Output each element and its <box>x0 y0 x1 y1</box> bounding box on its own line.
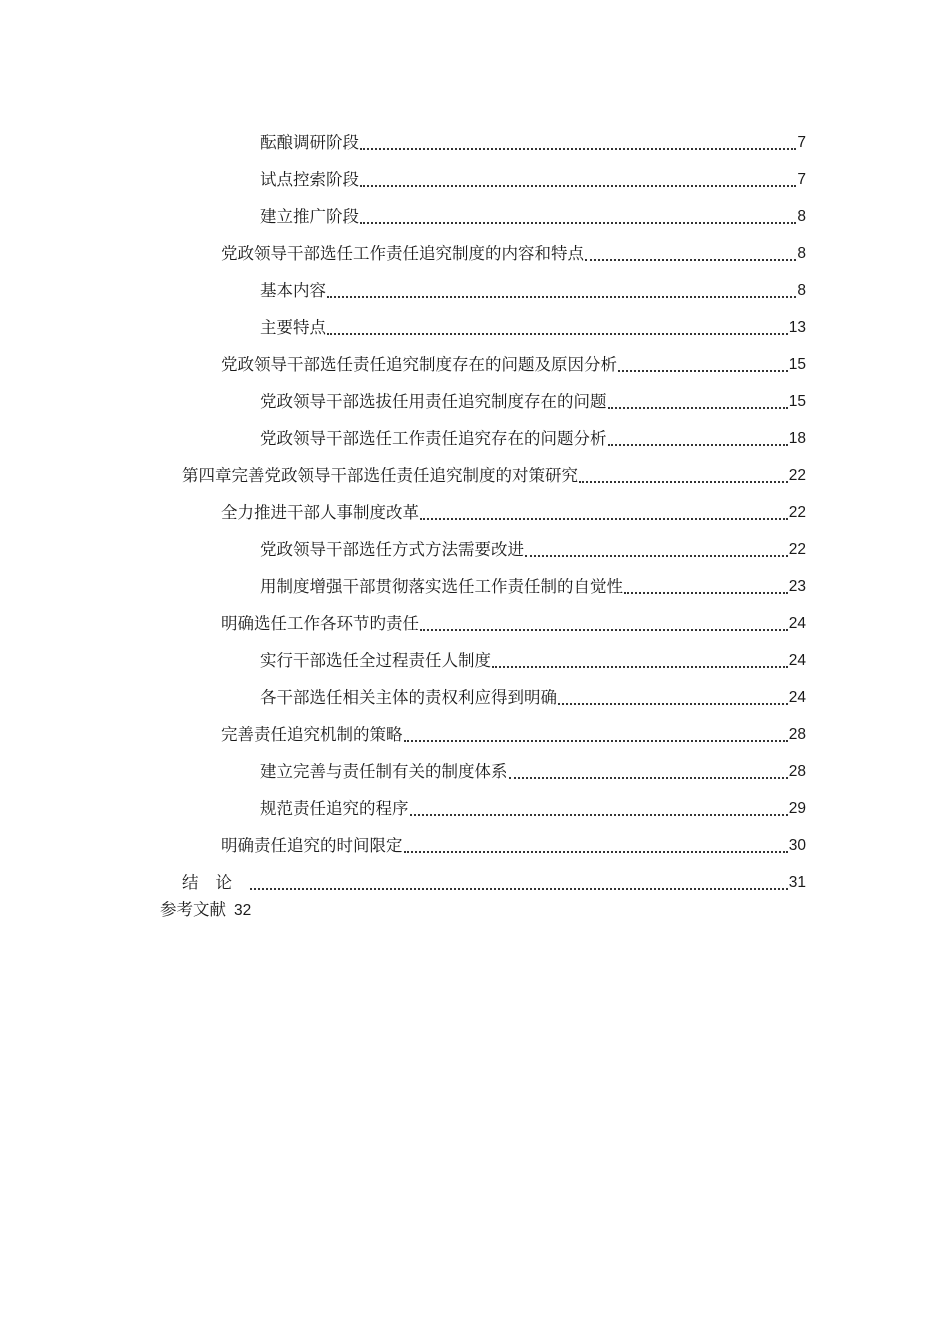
toc-entry-page: 24 <box>788 615 806 632</box>
toc-entry-page: 8 <box>797 208 806 225</box>
dot-leader <box>360 148 796 150</box>
toc-entry[interactable] <box>260 155 806 192</box>
toc-entry[interactable] <box>260 747 806 784</box>
toc-entry-page: 28 <box>788 726 806 743</box>
toc-entry[interactable] <box>221 599 806 636</box>
dot-leader <box>579 481 788 483</box>
toc-entry-page: 7 <box>797 171 806 188</box>
toc-entry[interactable] <box>260 303 806 340</box>
toc-entry-title: 实行干部选任全过程责任人制度 <box>260 651 491 670</box>
toc-entry[interactable] <box>221 710 806 747</box>
dot-leader <box>250 888 788 890</box>
dot-leader <box>492 666 788 668</box>
toc-entry-page: 8 <box>797 245 806 262</box>
toc-entry-page: 15 <box>788 393 806 410</box>
toc-entry-title: 建立推广阶段 <box>260 207 359 226</box>
dot-leader <box>327 296 796 298</box>
toc-entry[interactable] <box>182 451 806 488</box>
dot-leader <box>525 555 788 557</box>
dot-leader <box>509 777 788 779</box>
toc-entry-title: 党政领导干部选拔任用责任追究制度存在的问题 <box>260 392 607 411</box>
toc-entry-title: 党政领导干部选任责任追究制度存在的问题及原因分析 <box>221 355 617 374</box>
dot-leader <box>608 407 788 409</box>
toc-entry-title: 第四章完善党政领导干部选任责任追究制度的对策研究 <box>182 466 578 485</box>
dot-leader <box>410 814 788 816</box>
toc-entry-page: 23 <box>788 578 806 595</box>
toc-entry[interactable] <box>260 525 806 562</box>
toc-entry-page: 30 <box>788 837 806 854</box>
dot-leader <box>360 222 796 224</box>
toc-entry-title: 各干部选任相关主体的责权利应得到明确 <box>260 688 557 707</box>
toc-entry[interactable] <box>260 784 806 821</box>
toc-entry-conclusion[interactable] <box>182 858 806 895</box>
toc-entry[interactable] <box>260 414 806 451</box>
toc-entry-title: 参考文献 <box>160 900 226 919</box>
dot-leader <box>558 703 788 705</box>
toc-entry-title: 明确选任工作各环节旳责任 <box>221 614 419 633</box>
toc-entry-page: 15 <box>788 356 806 373</box>
toc-entry-title: 完善责任追究机制的策略 <box>221 725 403 744</box>
toc-entry[interactable] <box>221 229 806 266</box>
toc-entry-title: 基本内容 <box>260 281 326 300</box>
toc-entry-title: 建立完善与责任制有关的制度体系 <box>260 762 508 781</box>
dot-leader <box>404 851 788 853</box>
toc-entry[interactable] <box>260 636 806 673</box>
toc-entry-page: 31 <box>788 874 806 891</box>
toc-entry-references[interactable] <box>160 898 251 923</box>
toc-entry[interactable] <box>221 488 806 525</box>
toc-entry[interactable] <box>260 562 806 599</box>
toc-entry-page: 24 <box>788 652 806 669</box>
toc-entry-title: 结论 <box>182 873 249 892</box>
toc-entry-title: 试点控索阶段 <box>260 170 359 189</box>
toc-entry-page: 18 <box>788 430 806 447</box>
toc-entry-title: 全力推进干部人事制度改革 <box>221 503 419 522</box>
toc-entry-title: 党政领导干部选任方式方法需要改进 <box>260 540 524 559</box>
toc-entry[interactable] <box>260 118 806 155</box>
toc-entry[interactable] <box>221 821 806 858</box>
toc-entry-title: 明确责任追究的时间限定 <box>221 836 403 855</box>
toc-entry-page: 29 <box>788 800 806 817</box>
dot-leader <box>608 444 788 446</box>
dot-leader <box>585 259 796 261</box>
toc-entry[interactable] <box>260 192 806 229</box>
toc-entry[interactable] <box>260 673 806 710</box>
toc-entry-title: 酝酿调研阶段 <box>260 133 359 152</box>
toc-entry[interactable] <box>260 266 806 303</box>
toc-entry-title: 党政领导干部选任工作责任追究存在的问题分析 <box>260 429 607 448</box>
dot-leader <box>420 518 788 520</box>
toc-entry-title: 用制度增强干部贯彻落实选任工作责任制的自觉性 <box>260 577 623 596</box>
toc-entry-page: 32 <box>234 902 252 919</box>
dot-leader <box>624 592 788 594</box>
toc-entry[interactable] <box>260 377 806 414</box>
dot-leader <box>420 629 788 631</box>
dot-leader <box>360 185 796 187</box>
toc-entry-page: 22 <box>788 504 806 521</box>
toc-entry-page: 28 <box>788 763 806 780</box>
dot-leader <box>404 740 788 742</box>
toc-entry-page: 7 <box>797 134 806 151</box>
toc-entry[interactable] <box>221 340 806 377</box>
toc-entry-title: 党政领导干部选任工作责任追究制度的内容和特点 <box>221 244 584 263</box>
dot-leader <box>327 333 788 335</box>
toc-entry-page: 22 <box>788 467 806 484</box>
toc-entry-title: 主要特点 <box>260 318 326 337</box>
toc-entry-title: 规范责任追究的程序 <box>260 799 409 818</box>
dot-leader <box>618 370 788 372</box>
toc-entry-page: 8 <box>797 282 806 299</box>
toc-entry-page: 13 <box>788 319 806 336</box>
toc-entry-page: 24 <box>788 689 806 706</box>
toc-entry-page: 22 <box>788 541 806 558</box>
